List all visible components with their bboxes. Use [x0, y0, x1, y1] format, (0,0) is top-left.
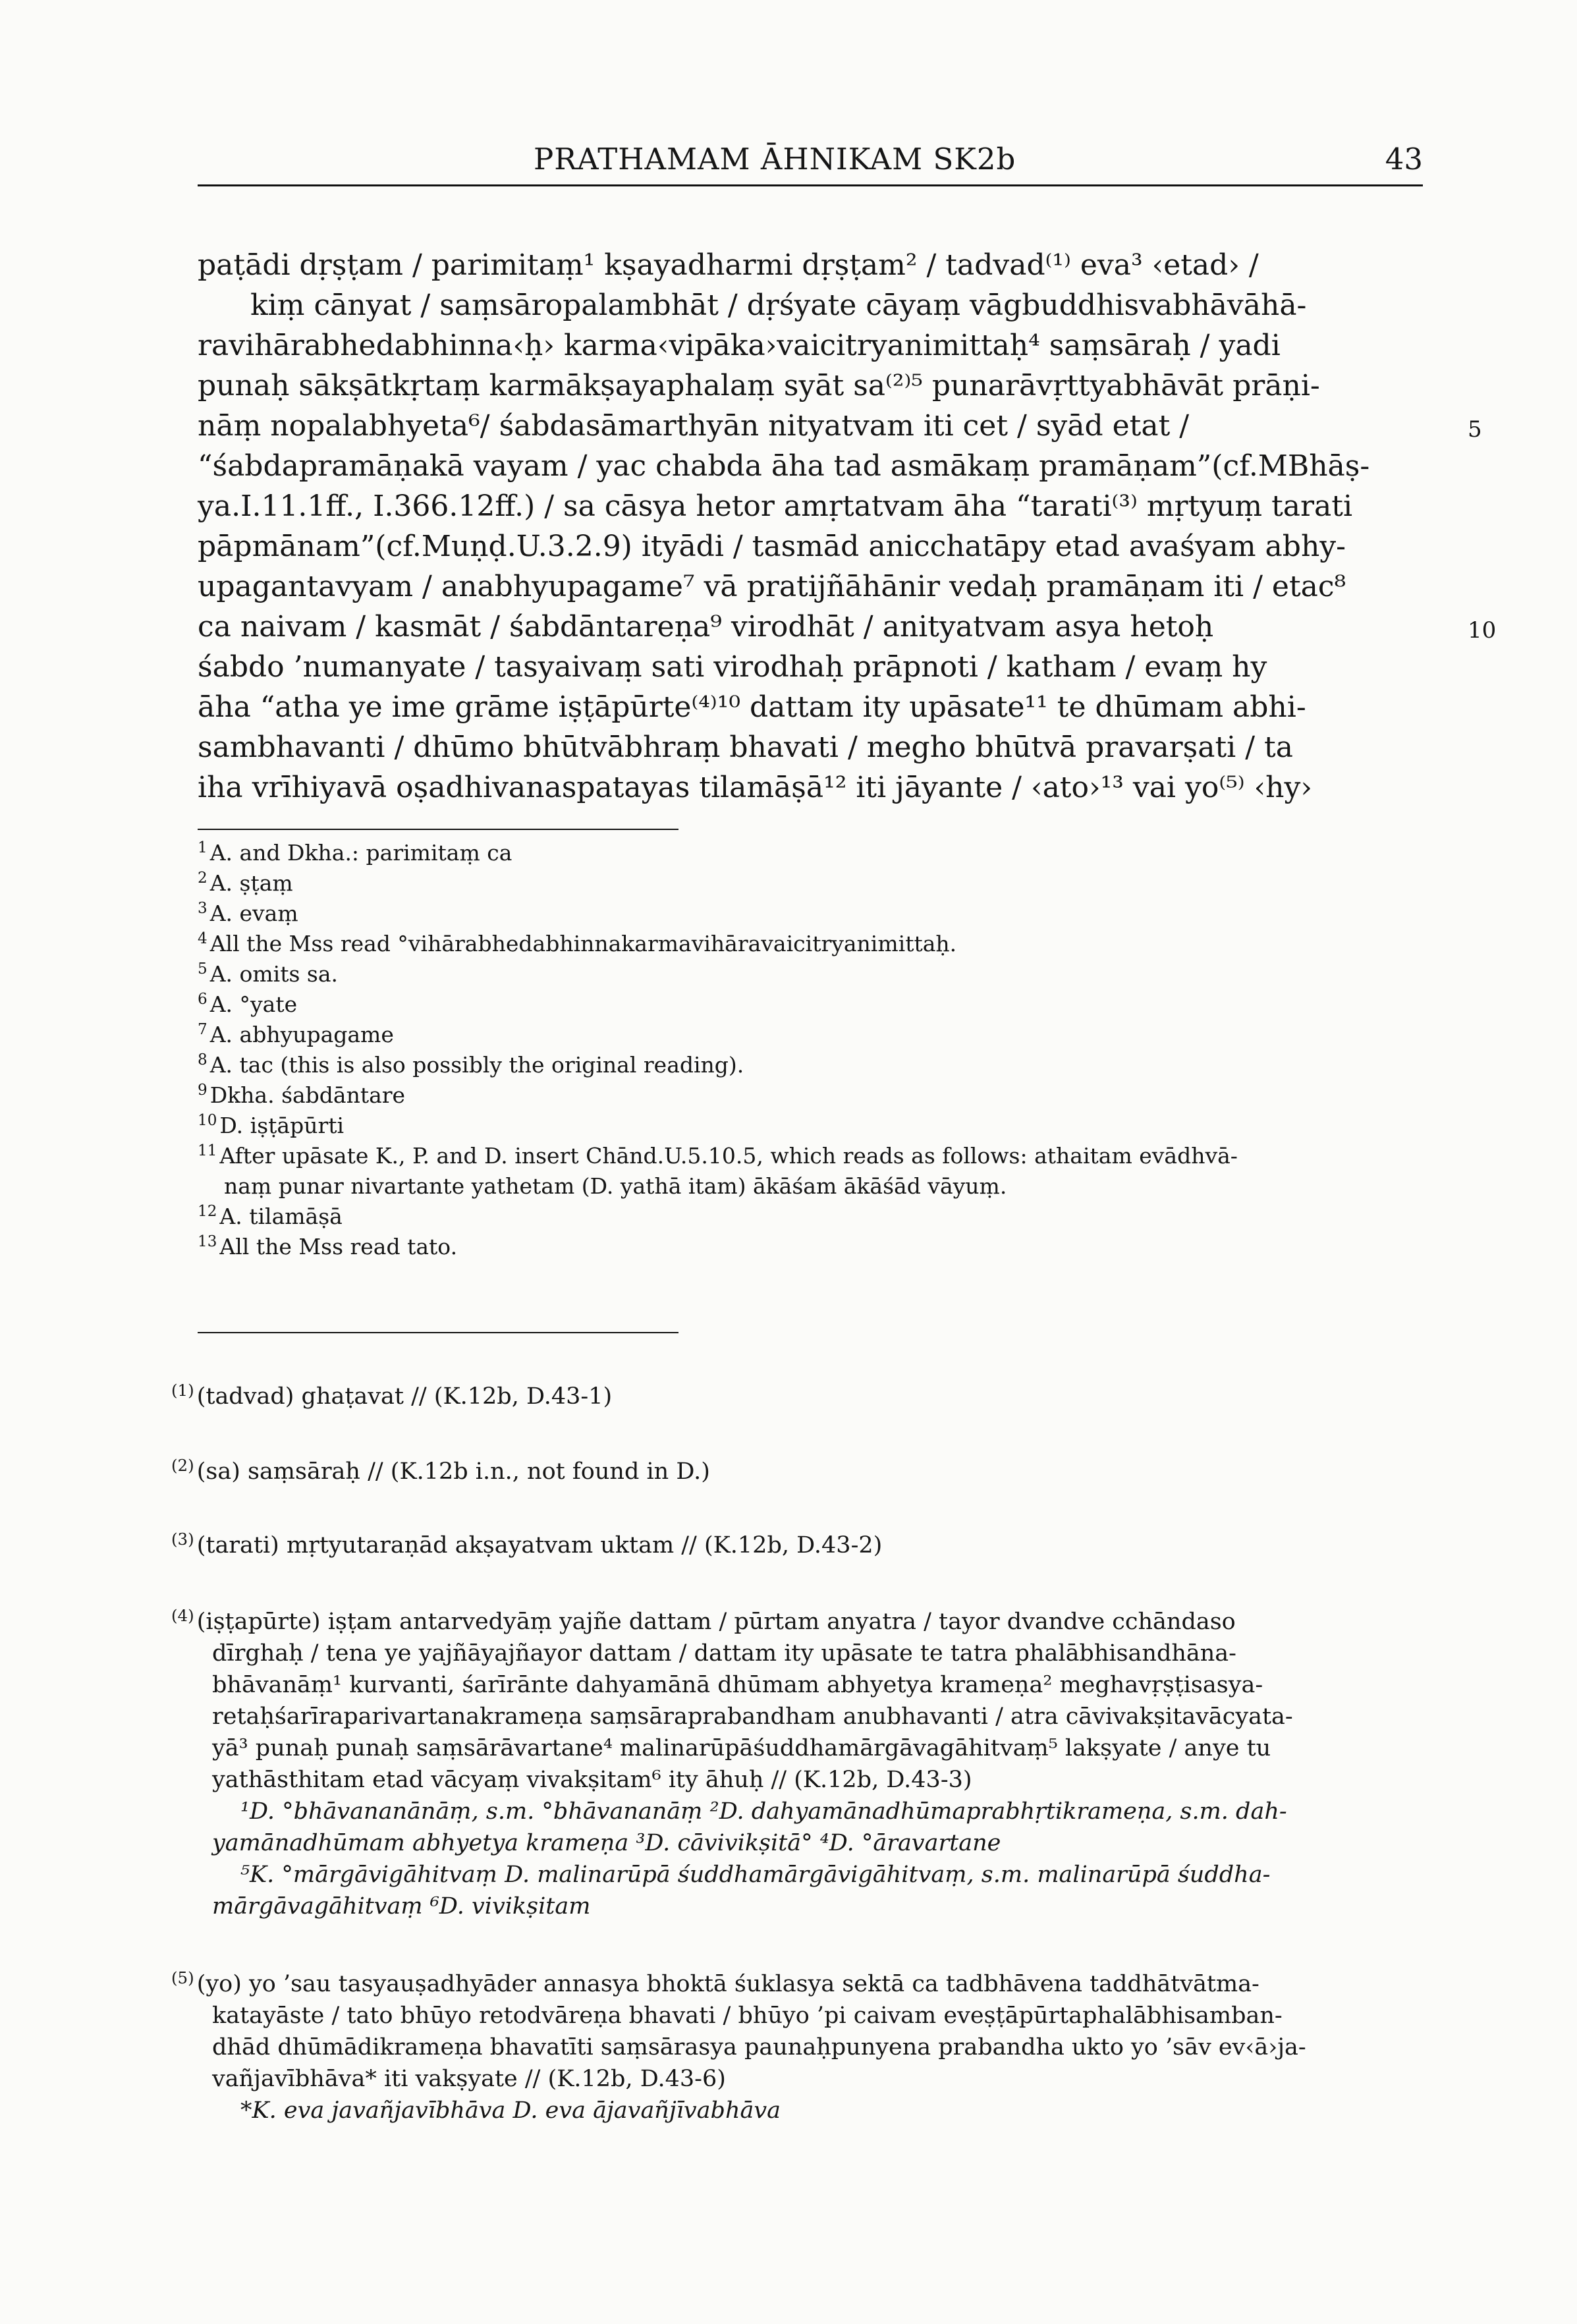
commentary-mark: (1): [171, 1380, 194, 1400]
commentary-line: dīrghaḥ / tena ye yajñāyajñayor dattam / dattam ity upāsate te tatra phalābhisandhāna-: [212, 1640, 1236, 1667]
commentary-note-4: [171, 1606, 1423, 1922]
footnote-mark: 3: [198, 900, 208, 918]
text-line: sambhavanti / dhūmo bhūtvābhraṃ bhavati / megho bhūtvā pravarṣati / ta: [198, 731, 1293, 764]
header-title: PRATHAMAM ĀHNIKAM SK2b: [534, 142, 1016, 177]
text-line: śabdo ’numanyate / tasyaivaṃ sati virodhaḥ prāpnoti / katham / evaṃ hy: [198, 650, 1267, 684]
footnote-text: naṃ punar nivartante yathetam (D. yathā itam) ākāśam ākāśād vāyuṃ.: [224, 1173, 1007, 1199]
commentary-subnote: yamānadhūmam abhyetya krameṇa ³D. cāvivikṣitā° ⁴D. °āravartane: [212, 1830, 1001, 1856]
commentary-line: bhāvanāṃ¹ kurvanti, śarīrānte dahyamānā dhūmam abhyetya krameṇa² meghavṛṣṭisasya-: [212, 1672, 1263, 1698]
footnote-text: A. °yate: [209, 991, 298, 1017]
commentary-line: (yo) yo ’sau tasyauṣadhyāder annasya bhoktā śuklasya sektā ca tadbhāvena taddhātvātma-: [196, 1971, 1259, 1997]
footnote-mark: 7: [198, 1021, 208, 1039]
commentary-subnote: ¹D. °bhāvananānāṃ, s.m. °bhāvananāṃ ²D. dahyamānadhūmaprabhṛtikrameṇa, s.m. dah-: [240, 1798, 1287, 1825]
footnote-text: A. omits sa.: [209, 961, 339, 987]
commentary-line: dhād dhūmādikrameṇa bhavatīti saṃsārasya paunaḥpunyena prabandha ukto yo ’sāv ev‹ā›ja-: [212, 2034, 1306, 2061]
footnote-text: A. evaṃ: [209, 900, 298, 926]
footnote-mark: 1: [198, 839, 208, 857]
commentary-mark: (4): [171, 1605, 194, 1625]
commentary-mark: (2): [171, 1455, 194, 1475]
text-line: upagantavyam / anabhyupagame⁷ vā pratijñāhānir vedaḥ pramāṇam iti / etac⁸: [198, 570, 1346, 603]
footnote-text: Dkha. śabdāntare: [209, 1082, 406, 1108]
footnote-rule: [198, 829, 678, 830]
text-line: iha vrīhiyavā oṣadhivanaspatayas tilamāṣā¹² iti jāyante / ‹ato›¹³ vai yo⁽⁵⁾ ‹hy›: [198, 771, 1312, 804]
commentary-line: (iṣṭapūrte) iṣṭam antarvedyāṃ yajñe dattam / pūrtam anyatra / tayor dvandve cchāndaso: [196, 1609, 1236, 1635]
commentary-line: yathāsthitam etad vācyaṃ vivakṣitam⁶ ity āhuḥ // (K.12b, D.43-3): [212, 1767, 972, 1793]
commentary-mark: (3): [171, 1529, 194, 1549]
line-number: 5: [1468, 416, 1482, 443]
text-line: ca naivam / kasmāt / śabdāntareṇa⁹ virodhāt / anityatvam asya hetoḥ: [198, 610, 1214, 644]
footnote-text: A. and Dkha.: parimitaṃ ca: [209, 840, 512, 866]
commentary-rule: [198, 1332, 678, 1333]
commentary-line: (tarati) mṛtyutaraṇād akṣayatvam uktam // (K.12b, D.43-2): [196, 1532, 883, 1559]
commentary-subnote: mārgāvagāhitvaṃ ⁶D. vivikṣitam: [212, 1893, 591, 1920]
commentary-line: katayāste / tato bhūyo retodvāreṇa bhavati / bhūyo ’pi caivam eveṣṭāpūrtaphalābhisamban-: [212, 2003, 1283, 2029]
footnote-mark: 5: [198, 960, 208, 978]
text-line: nāṃ nopalabhyeta⁶/ śabdasāmarthyān nityatvam iti cet / syād etat /: [198, 409, 1190, 443]
text-line: ravihārabhedabhinna‹ḥ› karma‹vipāka›vaicitryanimittaḥ⁴ saṃsāraḥ / yadi: [198, 329, 1281, 362]
footnote-mark: 11: [198, 1142, 217, 1160]
header-rule: [198, 184, 1423, 186]
commentary-note-3: [171, 1530, 1423, 1561]
commentary-note-5: [171, 1968, 1423, 2126]
footnote-text: A. ṣṭaṃ: [209, 870, 293, 896]
footnote-mark: 12: [198, 1203, 217, 1221]
commentary-subnote: ⁵K. °mārgāvigāhitvaṃ D. malinarūpā śuddhamārgāvigāhitvaṃ, s.m. malinarūpā śuddha-: [240, 1862, 1271, 1888]
footnote-mark: 6: [198, 991, 208, 1009]
variant-footnotes: [198, 838, 1423, 1262]
text-line: ya.I.11.1ff., I.366.12ff.) / sa cāsya hetor amṛtatvam āha “tarati⁽³⁾ mṛtyuṃ tarati: [198, 489, 1353, 523]
footnote-text: All the Mss read °vihārabhedabhinnakarmavihāravaicitryanimittaḥ.: [209, 931, 957, 956]
text-line: pāpmānam”(cf.Muṇḍ.U.3.2.9) ityādi / tasmād anicchatāpy etad avaśyam abhy-: [198, 530, 1346, 563]
commentary-line: vañjavībhāva* iti vakṣyate // (K.12b, D.43-6): [212, 2066, 726, 2092]
text-line: punaḥ sākṣātkṛtaṃ karmākṣayaphalaṃ syāt sa⁽²⁾⁵ punarāvṛttyabhāvāt prāṇi-: [198, 369, 1320, 402]
text-line: “śabdapramāṇakā vayam / yac chabda āha tad asmākaṃ pramāṇam”(cf.MBhāṣ-: [198, 449, 1370, 483]
footnote-text: A. tac (this is also possibly the original reading).: [209, 1052, 744, 1078]
commentary-note-2: [171, 1456, 1423, 1487]
commentary-line: retaḥśarīraparivartanakrameṇa saṃsāraprabandham anubhavanti / atra cāvivakṣitavācyata-: [212, 1703, 1293, 1730]
footnote-text: A. tilamāṣā: [219, 1204, 343, 1229]
footnote-text: A. abhyupagame: [209, 1022, 394, 1047]
commentary-line: yā³ punaḥ punaḥ saṃsārāvartane⁴ malinarūpāśuddhamārgāvagāhitvaṃ⁵ lakṣyate / anye tu: [212, 1735, 1271, 1761]
footnote-text: All the Mss read tato.: [219, 1234, 458, 1259]
page-number: 43: [1385, 142, 1423, 177]
footnote-mark: 13: [198, 1233, 217, 1251]
commentary-line: (tadvad) ghaṭavat // (K.12b, D.43-1): [196, 1383, 613, 1410]
footnote-text: D. iṣṭāpūrti: [219, 1113, 345, 1138]
footnote-mark: 2: [198, 870, 208, 887]
commentary-mark: (5): [171, 1968, 194, 1987]
footnote-mark: 10: [198, 1112, 217, 1130]
commentary-line: (sa) saṃsāraḥ // (K.12b i.n., not found in D.): [196, 1458, 710, 1485]
footnote-mark: 8: [198, 1051, 208, 1069]
text-line: kiṃ cānyat / saṃsāropalambhāt / dṛśyate cāyaṃ vāgbuddhisvabhāvāhā-: [250, 289, 1307, 322]
footnote-text: After upāsate K., P. and D. insert Chānd.U.5.10.5, which reads as follows: athaitam evādhvā-: [219, 1143, 1238, 1169]
footnote-mark: 4: [198, 930, 208, 948]
commentary-subnote: *K. eva javañjavībhāva D. eva ājavañjīvabhāva: [240, 2097, 781, 2124]
footnote-mark: 9: [198, 1082, 208, 1099]
commentary-note-1: [171, 1381, 1423, 1412]
text-line: paṭādi dṛṣṭam / parimitaṃ¹ kṣayadharmi dṛṣṭam² / tadvad⁽¹⁾ eva³ ‹etad› /: [198, 248, 1259, 282]
text-line: āha “atha ye ime grāme iṣṭāpūrte⁽⁴⁾¹⁰ dattam ity upāsate¹¹ te dhūmam abhi-: [198, 690, 1306, 724]
main-text: [198, 245, 1423, 808]
line-number: 10: [1468, 617, 1497, 644]
